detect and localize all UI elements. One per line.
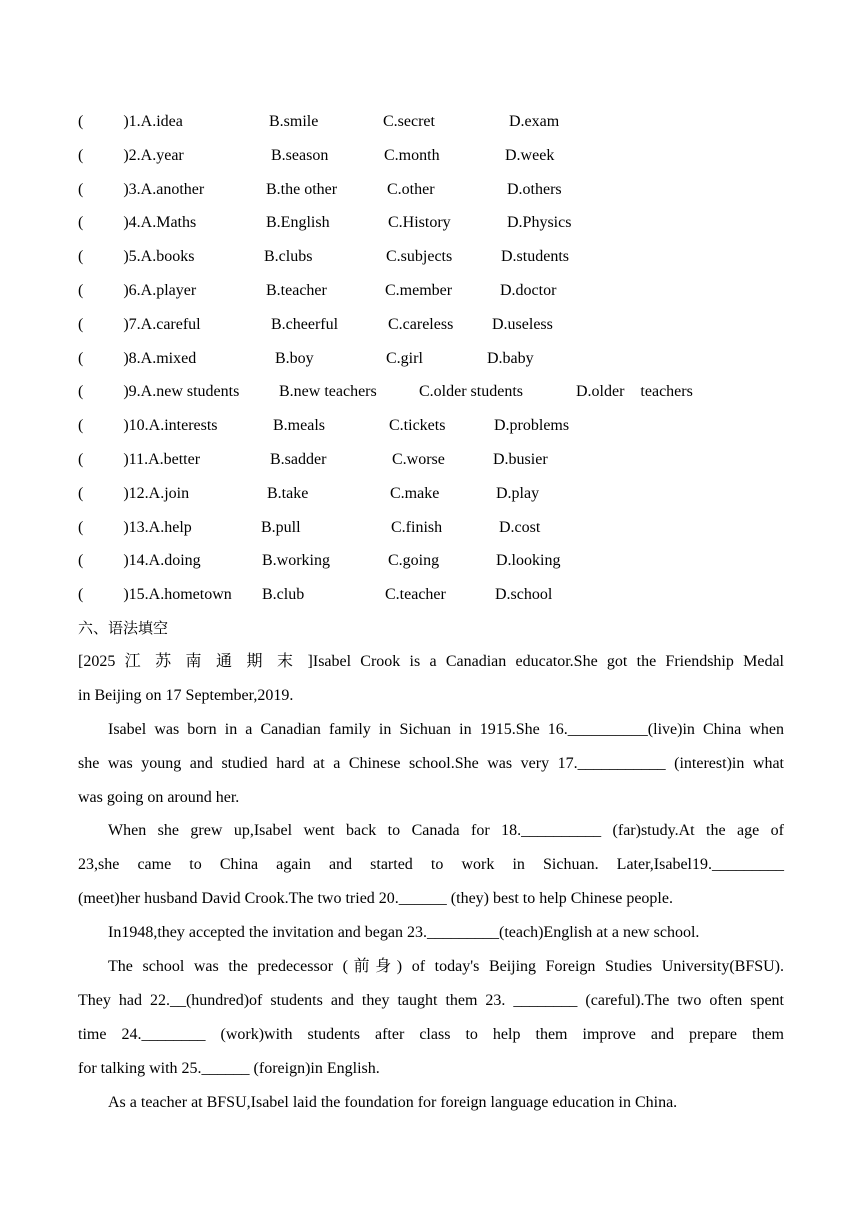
answer-blank[interactable]: ( )11. bbox=[78, 451, 149, 468]
question-row bbox=[78, 449, 778, 471]
option-c: C.girl bbox=[386, 349, 423, 367]
option-b: B.sadder bbox=[270, 451, 327, 468]
option-a: A.join bbox=[148, 484, 190, 502]
answer-blank[interactable]: ( )8. bbox=[78, 349, 141, 367]
option-d: D.students bbox=[501, 248, 569, 266]
option-d: D.play bbox=[496, 484, 540, 502]
option-a: A.player bbox=[140, 282, 197, 299]
question-number-and-option-a bbox=[78, 246, 194, 268]
option-c: C.month bbox=[384, 146, 440, 164]
source-paragraph bbox=[78, 645, 784, 713]
option-b: B.clubs bbox=[264, 248, 313, 266]
option-b: B.pull bbox=[261, 518, 301, 536]
section-heading: 六、语法填空 bbox=[78, 619, 169, 637]
option-a: A.careful bbox=[140, 315, 201, 333]
option-a: A.year bbox=[140, 146, 184, 164]
option-d: D.others bbox=[507, 180, 562, 198]
option-a: A.Maths bbox=[140, 214, 197, 232]
passage-paragraph-3 bbox=[78, 916, 784, 950]
option-b: B.new teachers bbox=[279, 383, 377, 401]
option-d: D.looking bbox=[496, 552, 561, 570]
passage-line: As a teacher at BFSU,Isabel laid the foundation for foreign language education in China. bbox=[108, 1094, 678, 1111]
option-c: C.member bbox=[385, 282, 453, 299]
option-b: B.meals bbox=[273, 417, 325, 435]
question-row bbox=[78, 483, 778, 505]
question-number-and-option-a bbox=[78, 415, 218, 437]
option-b: B.club bbox=[262, 586, 305, 604]
question-number-and-option-a bbox=[78, 584, 232, 606]
question-number-and-option-a bbox=[78, 517, 192, 539]
answer-blank[interactable]: ( )5. bbox=[78, 248, 141, 266]
passage-line: 23,she came to China again and started to work in Sichuan. Later,Isabel19._________ bbox=[78, 856, 784, 873]
option-c: C.subjects bbox=[386, 248, 453, 266]
question-row bbox=[78, 584, 778, 606]
passage-paragraph-4 bbox=[78, 950, 784, 1086]
option-d: D.week bbox=[505, 146, 555, 164]
question-row bbox=[78, 280, 778, 302]
source-line: [2025 江 苏 南 通 期 末 ]Isabel Crook is a Canadian educator.She got the Friendship Medal bbox=[78, 653, 784, 670]
option-a: A.doing bbox=[148, 552, 201, 570]
question-row bbox=[78, 179, 778, 201]
option-b: B.season bbox=[271, 146, 329, 164]
question-row bbox=[78, 550, 778, 572]
question-row bbox=[78, 246, 778, 268]
passage-line: The school was the predecessor (前身) of today's Beijing Foreign Studies University(BFSU). bbox=[108, 958, 784, 975]
option-a: A.books bbox=[140, 248, 195, 266]
question-number-and-option-a bbox=[78, 280, 196, 302]
option-c: C.careless bbox=[388, 315, 454, 333]
option-c: C.older students bbox=[419, 383, 523, 401]
question-number-and-option-a bbox=[78, 381, 239, 403]
passage-line: Isabel was born in a Canadian family in Sichuan in 1915.She 16.__________(live)in China when bbox=[108, 721, 784, 738]
option-c: C.other bbox=[387, 180, 435, 198]
question-row bbox=[78, 415, 778, 437]
option-c: C.secret bbox=[383, 113, 435, 130]
option-b: B.boy bbox=[275, 349, 314, 367]
option-c: C.finish bbox=[391, 518, 443, 536]
answer-blank[interactable]: ( )1. bbox=[78, 113, 141, 130]
answer-blank[interactable]: ( )14. bbox=[78, 552, 149, 570]
option-a: A.better bbox=[148, 451, 201, 468]
passage-line: They had 22.__(hundred)of students and they taught them 23. ________ (careful).The two often spent bbox=[78, 992, 784, 1009]
passage-paragraph-2 bbox=[78, 814, 784, 916]
option-d: D.baby bbox=[487, 349, 534, 367]
option-d: D.Physics bbox=[507, 214, 572, 232]
answer-blank[interactable]: ( )2. bbox=[78, 146, 141, 164]
option-b: B.working bbox=[262, 552, 330, 570]
question-number-and-option-a bbox=[78, 449, 200, 471]
option-b: B.English bbox=[266, 214, 330, 232]
passage-line: (meet)her husband David Crook.The two tried 20.______ (they) best to help Chinese people. bbox=[78, 890, 673, 907]
option-d: D.exam bbox=[509, 113, 560, 130]
source-line: in Beijing on 17 September,2019. bbox=[78, 687, 294, 704]
option-c: C.make bbox=[390, 484, 440, 502]
question-number-and-option-a bbox=[78, 550, 201, 572]
option-b: B.smile bbox=[269, 113, 319, 130]
option-b: B.cheerful bbox=[271, 315, 339, 333]
question-number-and-option-a bbox=[78, 212, 196, 234]
answer-blank[interactable]: ( )10. bbox=[78, 417, 149, 435]
answer-blank[interactable]: ( )6. bbox=[78, 282, 141, 299]
option-c: C.worse bbox=[392, 451, 445, 468]
option-b: B.teacher bbox=[266, 282, 327, 299]
passage-line: When she grew up,Isabel went back to Canada for 18.__________ (far)study.At the age of bbox=[108, 822, 784, 839]
option-d: D.older teachers bbox=[576, 383, 693, 401]
option-d: D.cost bbox=[499, 518, 541, 536]
question-number-and-option-a bbox=[78, 111, 183, 133]
question-row bbox=[78, 111, 778, 133]
passage-line: she was young and studied hard at a Chinese school.She was very 17.___________ (interest)in what bbox=[78, 755, 784, 772]
question-row bbox=[78, 348, 778, 370]
answer-blank[interactable]: ( )15. bbox=[78, 586, 149, 604]
option-c: C.History bbox=[388, 214, 451, 232]
question-row bbox=[78, 145, 778, 167]
question-row bbox=[78, 517, 778, 539]
option-a: A.help bbox=[148, 518, 192, 536]
option-a: A.idea bbox=[140, 113, 183, 130]
passage-line: for talking with 25.______ (foreign)in English. bbox=[78, 1060, 380, 1077]
passage-line: time 24.________ (work)with students after class to help them improve and prepare them bbox=[78, 1026, 784, 1043]
option-d: D.school bbox=[495, 586, 553, 604]
option-b: B.the other bbox=[266, 180, 338, 198]
question-number-and-option-a bbox=[78, 314, 201, 336]
question-number-and-option-a bbox=[78, 348, 196, 370]
option-c: C.going bbox=[388, 552, 440, 570]
option-a: A.mixed bbox=[140, 349, 197, 367]
question-row bbox=[78, 314, 778, 336]
answer-blank[interactable]: ( )12. bbox=[78, 484, 149, 502]
option-a: A.another bbox=[140, 180, 205, 198]
passage-paragraph-5 bbox=[78, 1086, 784, 1120]
option-d: D.doctor bbox=[500, 282, 557, 299]
passage-line: was going on around her. bbox=[78, 789, 240, 806]
question-row bbox=[78, 212, 778, 234]
answer-blank[interactable]: ( )3. bbox=[78, 180, 141, 198]
option-b: B.take bbox=[267, 484, 309, 502]
option-d: D.busier bbox=[493, 451, 548, 468]
passage-paragraph-1 bbox=[78, 713, 784, 815]
option-c: C.teacher bbox=[385, 586, 446, 604]
option-a: A.interests bbox=[148, 417, 218, 435]
question-number-and-option-a bbox=[78, 179, 204, 201]
answer-blank[interactable]: ( )4. bbox=[78, 214, 141, 232]
option-d: D.useless bbox=[492, 315, 553, 333]
answer-blank[interactable]: ( )9. bbox=[78, 383, 141, 401]
option-a: A.hometown bbox=[148, 586, 232, 604]
question-number-and-option-a bbox=[78, 483, 189, 505]
option-c: C.tickets bbox=[389, 417, 446, 435]
answer-blank[interactable]: ( )13. bbox=[78, 518, 149, 536]
question-row bbox=[78, 381, 778, 403]
question-number-and-option-a bbox=[78, 145, 184, 167]
option-d: D.problems bbox=[494, 417, 570, 435]
passage-line: In1948,they accepted the invitation and began 23._________(teach)English at a new school. bbox=[108, 924, 700, 941]
option-a: A.new students bbox=[140, 383, 240, 401]
answer-blank[interactable]: ( )7. bbox=[78, 315, 141, 333]
